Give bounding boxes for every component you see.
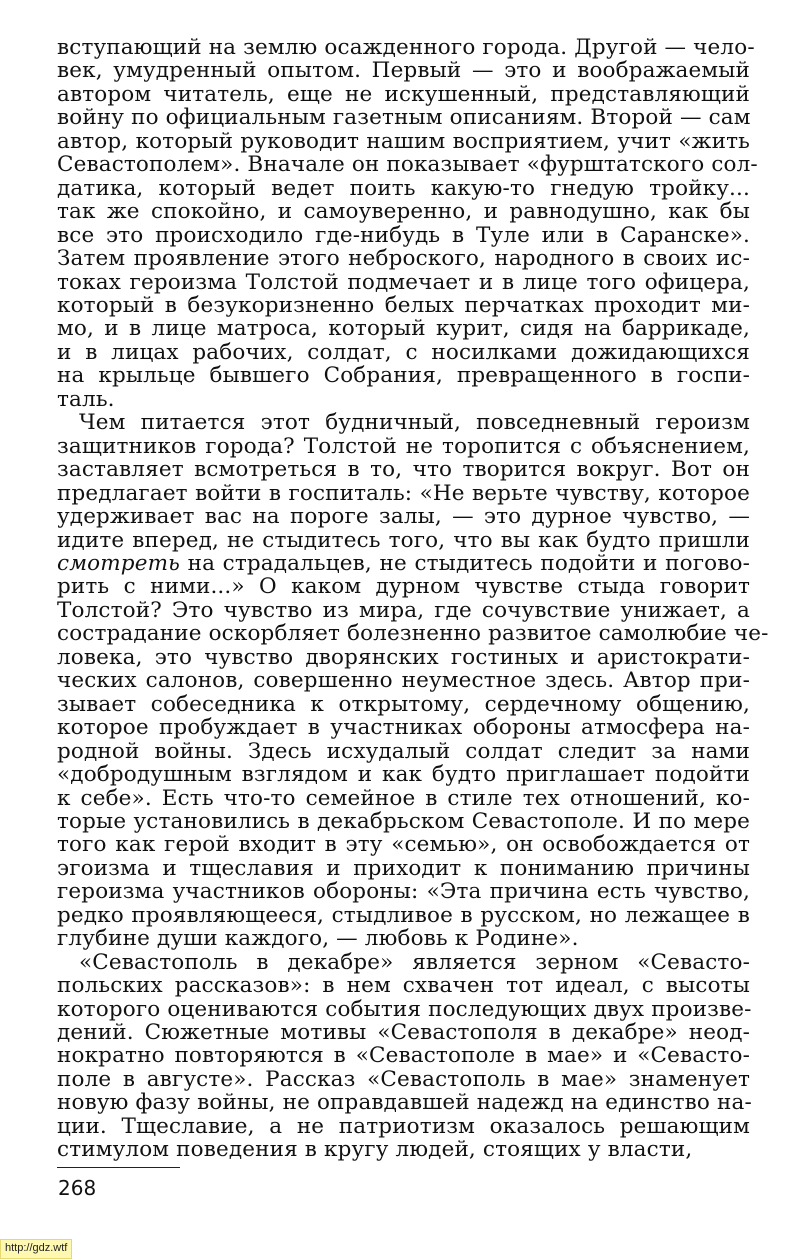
page-number: 268 <box>58 1176 97 1200</box>
footnote-rule <box>57 1167 180 1168</box>
text-line: ции. Тщеславие, а не патриотизм оказалось решающим <box>57 1113 750 1139</box>
text-line: рить с ними...» О каком дурном чувстве стыда говорит <box>57 574 750 600</box>
text-line: автор, который руководит нашим восприятием, учит «жить <box>57 128 750 154</box>
text-line: который в безукоризненно белых перчатках проходит ми- <box>57 292 750 318</box>
text-line: ческих салонов, совершенно неуместное здесь. Автор при- <box>57 668 750 694</box>
text-line: «Севастополь в декабре» является зерном «Севасто- <box>79 949 750 975</box>
text-line: вступающий на землю осажденного города. Другой — чело- <box>57 35 755 60</box>
text-line: автором читатель, еще не искушенный, представляющий <box>57 81 750 107</box>
text-line: которого оцениваются события последующих двух произве- <box>57 996 752 1022</box>
text-line: мо, и в лице матроса, который курит, сидя на баррикаде, <box>57 316 750 342</box>
text-line: новую фазу войны, не оправдавшей надежд на единство на- <box>57 1090 752 1116</box>
text-line: героизма участников обороны: «Эта причина есть чувство, <box>57 879 750 905</box>
watermark-link[interactable]: http://gdz.wtf <box>0 1239 72 1259</box>
text-line: редко проявляющееся, стыдливое в русском, но лежащее в <box>57 902 750 928</box>
text-line: того как герой входит в эту «семью», он освобождается от <box>57 832 750 858</box>
text-line: к себе». Есть что-то семейное в стиле тех отношений, ко- <box>57 785 750 811</box>
text-line: глубине души каждого, — любовь к Родине». <box>57 926 579 952</box>
text-line: поле в августе». Рассказ «Севастополь в мае» знаменует <box>57 1066 750 1092</box>
text-line: заставляет всмотреться в то, что творится вокруг. Вот он <box>57 457 750 483</box>
text-line: таль. <box>57 386 115 412</box>
text-line: ловека, это чувство дворянских гостиных и аристократи- <box>57 644 750 670</box>
text-line: век, умудренный опытом. Первый — это и воображаемый <box>57 58 750 84</box>
text-line: родной войны. Здесь исхудалый солдат следит за нами <box>57 738 750 764</box>
text-line: токах героизма Толстой подмечает и в лице того офицера, <box>57 269 750 295</box>
text-line: Чем питается этот будничный, повседневный героизм <box>79 410 750 436</box>
text-line: Толстой? Это чувство из мира, где сочувствие унижает, а <box>57 597 750 623</box>
text-line: на крыльце бывшего Собрания, превращенного в госпи- <box>57 363 750 389</box>
text-line: которое пробуждает в участниках обороны атмосфера на- <box>57 715 750 741</box>
text-line: польских рассказов»: в нем схвачен тот идеал, с высоты <box>57 973 750 999</box>
text-line: сострадание оскорбляет болезненно развитое самолюбие че- <box>57 621 769 647</box>
text-line: Затем проявление этого неброского, народного в своих ис- <box>57 246 750 272</box>
text-line: нократно повторяются в «Севастополе в мае» и «Севасто- <box>57 1043 750 1069</box>
text-line: смотреть на страдальцев, не стыдитесь подойти и погово- <box>57 550 750 576</box>
page-body <box>57 35 769 1163</box>
text-line: торые установились в декабрьском Севастополе. И по мере <box>57 808 750 834</box>
text-line: дений. Сюжетные мотивы «Севастополя в декабре» неод- <box>57 1020 750 1046</box>
text-line: зывает собеседника к открытому, сердечному общению, <box>57 691 750 717</box>
text-line: защитников города? Толстой не торопится с объяснением, <box>57 433 750 459</box>
text-line: предлагает войти в госпиталь: «Не верьте чувству, которое <box>57 480 750 506</box>
text-line: «добродушным взглядом и как будто приглашает подойти <box>57 762 750 788</box>
text-line: эгоизма и тщеславия и приходит к пониманию причины <box>57 855 750 881</box>
text-line: Севастополем». Вначале он показывает «фурштатского сол- <box>57 152 758 178</box>
text-line: так же спокойно, и самоуверенно, и равнодушно, как бы <box>57 199 750 225</box>
paragraph-1 <box>57 35 758 412</box>
text-line: войну по официальным газетным описаниям. Второй — сам <box>57 105 751 131</box>
text-line: все это происходило где-нибудь в Туле или в Саранске». <box>57 222 750 248</box>
text-line: идите вперед, не стыдитесь того, что вы как будто пришли <box>57 527 750 553</box>
paragraph-3 <box>57 951 750 1162</box>
text-line: датика, который ведет поить какую-то гнедую тройку... <box>57 175 750 201</box>
text-line: стимулом поведения в кругу людей, стоящих у власти, <box>57 1137 693 1163</box>
text-line: и в лицах рабочих, солдат, с носилками дожидающихся <box>57 339 750 365</box>
text-line: удерживает вас на пороге залы, — это дурное чувство, — <box>57 504 750 530</box>
paragraph-2 <box>57 410 769 952</box>
